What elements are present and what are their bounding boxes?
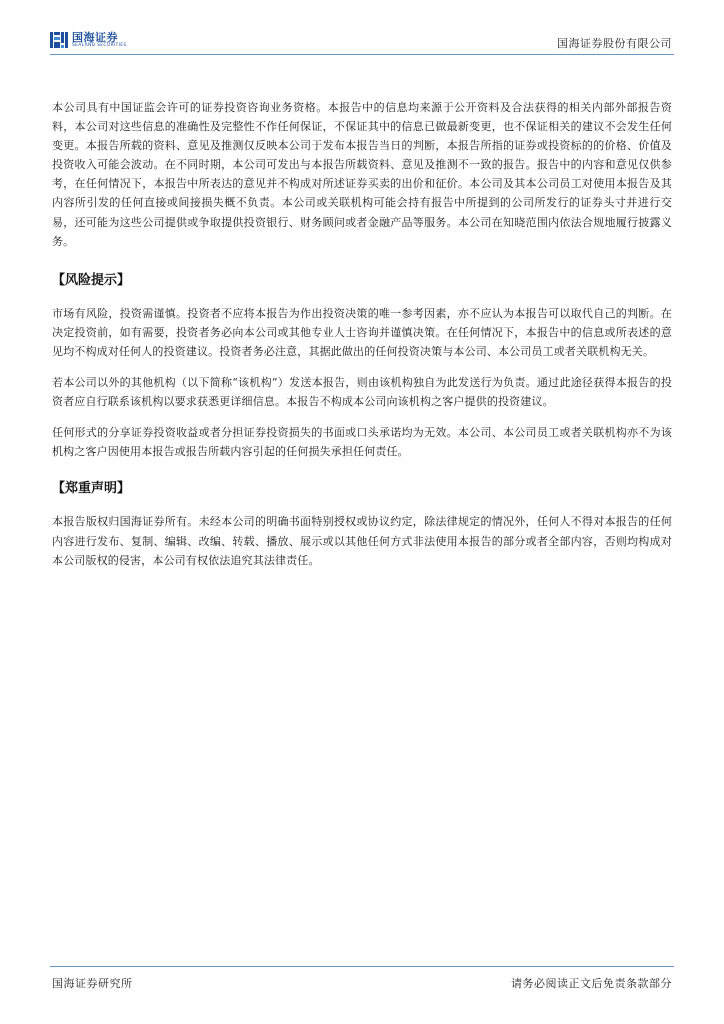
footer-disclaimer-note: 请务必阅读正文后免责条款部分 [511,977,672,990]
company-logo [50,30,127,50]
footer-divider [50,966,674,967]
logo-english-name: SEALAND SECURITIES [72,42,127,48]
company-name: 国海证券股份有限公司 [557,37,672,50]
footer-institute-name: 国海证券研究所 [52,977,133,990]
risk-section-title: 【风险提示】 [52,272,131,288]
page-header [50,30,674,52]
sealand-logo-icon [50,31,68,49]
disclaimer-body [52,98,672,570]
statement-paragraph: 本报告版权归国海证券所有。未经本公司的明确书面特别授权或协议约定，除法律规定的情况外，任何人不得对本报告的任何内容进行发布、复制、编辑、改编、转载、播放、展示或以其他任何方式非法使用本报告的部分或者全部内容，否则均构成对本公司版权的侵害，本公司有权依法追究其法律责任。 [52,515,672,567]
statement-section-title: 【郑重声明】 [52,481,131,497]
risk-paragraph-3: 任何形式的分享证券投资收益或者分担证券投资损失的书面或口头承诺均为无效。本公司、本公司员工或者关联机构亦不为该机构之客户因使用本报告或报告所载内容引起的任何损失承担任何责任。 [52,426,672,459]
logo-chinese-name: 国海证券 [72,30,118,44]
logo-wordmark [72,32,127,49]
risk-paragraph-1: 市场有风险，投资需谨慎。投资者不应将本报告为作出投资决策的唯一参考因素，亦不应认为本报告可以取代自己的判断。在决定投资前，如有需要，投资者务必向本公司或其他专业人士咨询并谨慎决策。在任何情况下，本报告中的信息或所表述的意见均不构成对任何人的投资建议。投资者务必注意，其据此做出的任何投资决策与本公司、本公司员工或者关联机构无关。 [52,306,672,358]
intro-paragraph: 本公司具有中国证监会许可的证券投资咨询业务资格。本报告中的信息均来源于公开资料及合法获得的相关内部外部报告资料，本公司对这些信息的准确性及完整性不作任何保证，不保证其中的信息已做最新变更，也不保证相关的建议不会发生任何变更。本报告所载的资料、意见及推测仅反映本公司于发布本报告当日的判断，本报告所指的证券或投资标的的价格、价值及投资收入可能会波动。在不同时期，本公司可发出与本报告所载资料、意见及推测不一致的报告。报告中的内容和意见仅供参考，在任何情况下，本报告中所表达的意见并不构成对所述证券买卖的出价和征价。本公司及其本公司员工对使用本报告及其内容所引发的任何直接或间接损失概不负责。本公司或关联机构可能会持有报告中所提到的公司所发行的证券头寸并进行交易，还可能为这些公司提供或争取提供投资银行、财务顾问或者金融产品等服务。本公司在知晓范围内依法合规地履行披露义务。 [52,101,672,248]
risk-paragraph-2: 若本公司以外的其他机构（以下简称“该机构”）发送本报告，则由该机构独自为此发送行为负责。通过此途径获得本报告的投资者应自行联系该机构以要求获悉更详细信息。本报告不构成本公司向该机构之客户提供的投资建议。 [52,376,672,409]
header-divider [50,54,674,55]
